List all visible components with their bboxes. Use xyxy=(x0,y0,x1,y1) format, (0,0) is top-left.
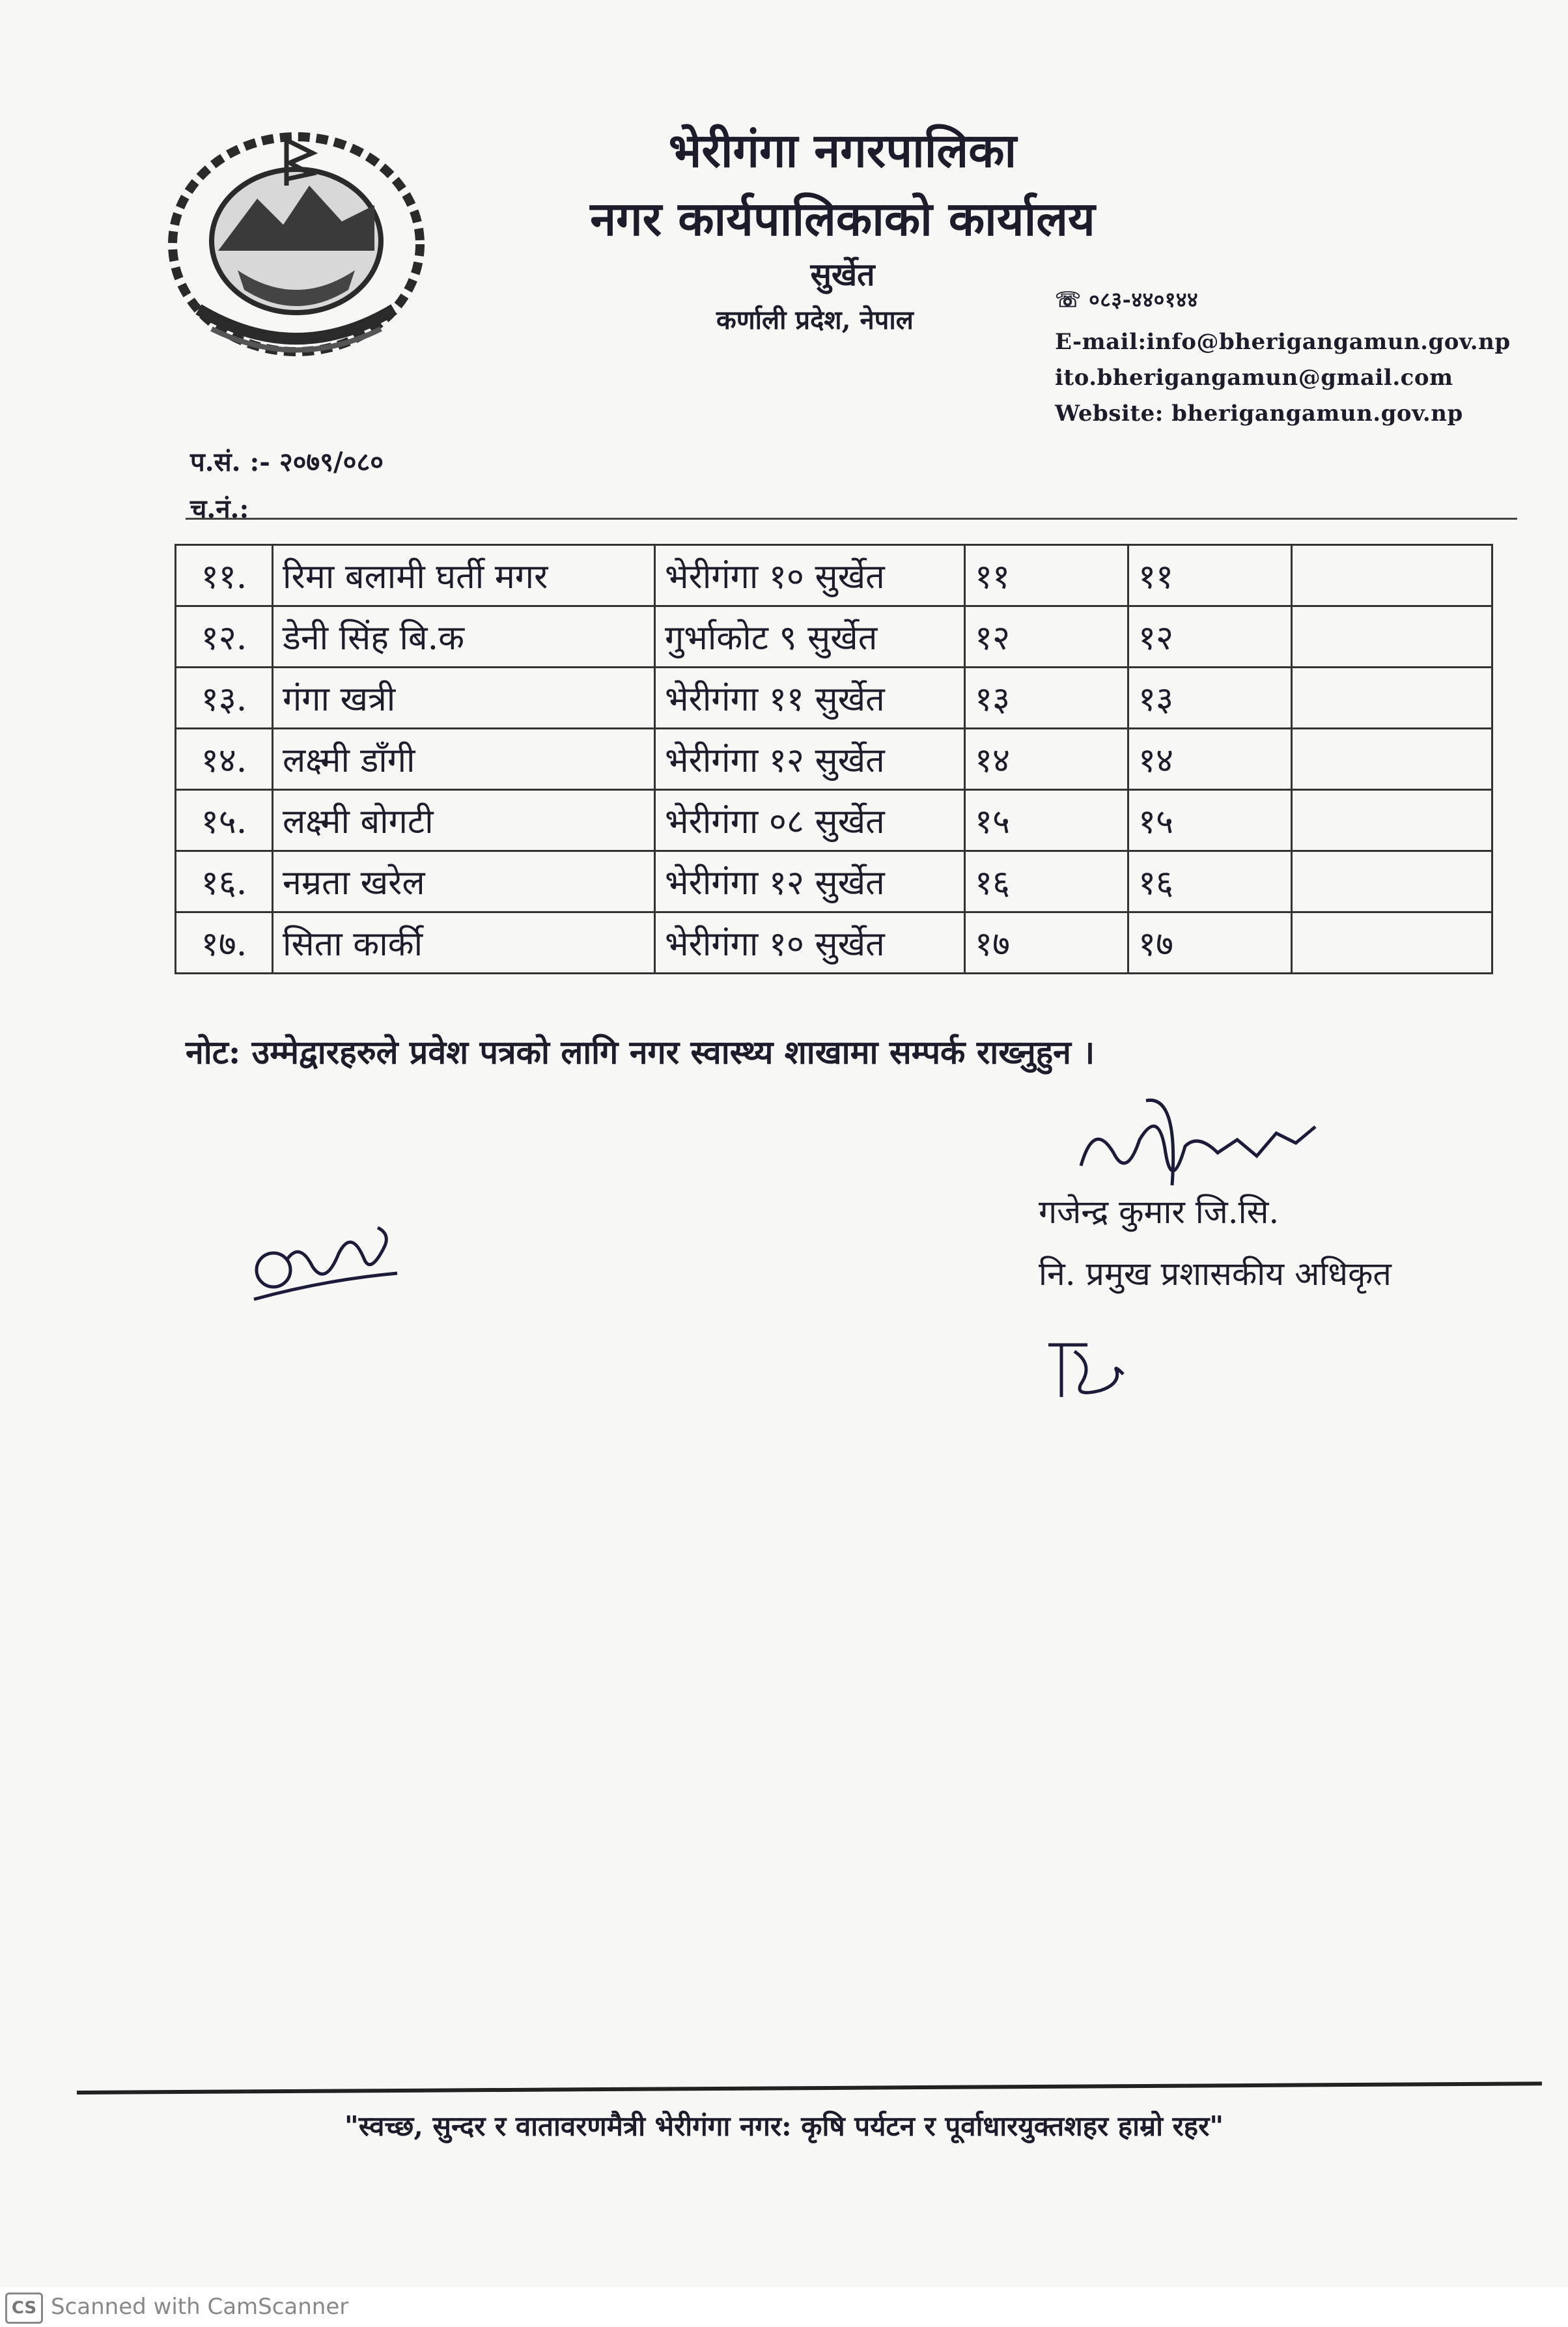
table-row xyxy=(176,790,1492,851)
table-row xyxy=(176,912,1492,974)
table-cell: १५ xyxy=(1128,790,1292,851)
table-cell: १२ xyxy=(1128,606,1292,668)
contact-email: E-mail:info@bherigangamun.gov.np xyxy=(1055,329,1511,355)
table-cell: १४ xyxy=(965,729,1128,790)
table-cell: ११ xyxy=(1128,545,1292,606)
header-divider xyxy=(186,518,1517,520)
initials-signature xyxy=(247,1208,404,1312)
table-cell xyxy=(1292,851,1492,912)
scanner-watermark-text: Scanned with CamScanner xyxy=(51,2294,349,2320)
table-row xyxy=(176,545,1492,606)
table-cell: १७ xyxy=(965,912,1128,974)
footer-divider xyxy=(77,2081,1542,2094)
table-cell: भेरीगंगा १२ सुर्खेत xyxy=(655,729,965,790)
camscanner-logo: CS xyxy=(5,2292,43,2324)
table-cell: ११ xyxy=(965,545,1128,606)
table-cell: नम्रता खरेल xyxy=(273,851,655,912)
office-subtitle: नगर कार्यपालिकाको कार्यालय xyxy=(590,191,1095,246)
table-cell: १६ xyxy=(1128,851,1292,912)
table-row xyxy=(176,851,1492,912)
table-cell: गुर्भाकोट ९ सुर्खेत xyxy=(655,606,965,668)
office-district: सुर्खेत xyxy=(810,257,875,293)
footer-slogan: "स्वच्छ, सुन्दर र वातावरणमैत्री भेरीगंगा नगर: कृषि पर्यटन र पूर्वाधारयुक्तशहर हाम्रो रहर" xyxy=(344,2110,1224,2142)
handwritten-mark xyxy=(1042,1325,1133,1403)
contact-website: Website: bherigangamun.gov.np xyxy=(1055,401,1463,427)
note-text: नोट: उम्मेद्वारहरुले प्रवेश पत्रको लागि नगर स्वास्थ्य शाखामा सम्पर्क राख्नुहुन । xyxy=(186,1033,1095,1071)
table-cell: १५. xyxy=(176,790,273,851)
contact-phone: ☏ ०८३-४४०१४४ xyxy=(1055,287,1199,312)
letter-ref-number: प.सं. :- २०७९/०८० xyxy=(190,447,384,477)
signatory-title: नि. प्रमुख प्रशासकीय अधिकृत xyxy=(1039,1255,1392,1293)
table-cell: १२ xyxy=(965,606,1128,668)
table-cell xyxy=(1292,790,1492,851)
table-cell: १६ xyxy=(965,851,1128,912)
table-cell: भेरीगंगा ०८ सुर्खेत xyxy=(655,790,965,851)
table-cell xyxy=(1292,912,1492,974)
table-cell: लक्ष्मी डाँगी xyxy=(273,729,655,790)
table-cell: १७ xyxy=(1128,912,1292,974)
table-cell: १३ xyxy=(965,668,1128,729)
table-cell: भेरीगंगा १० सुर्खेत xyxy=(655,912,965,974)
table-cell: ११. xyxy=(176,545,273,606)
table-cell: १५ xyxy=(965,790,1128,851)
table-cell: १७. xyxy=(176,912,273,974)
office-title: भेरीगंगा नगरपालिका xyxy=(668,122,1017,178)
table-cell: १३. xyxy=(176,668,273,729)
candidate-table-body xyxy=(176,545,1492,974)
table-cell: डेनी सिंह बि.क xyxy=(273,606,655,668)
signatory-name: गजेन्द्र कुमार जि.सि. xyxy=(1039,1193,1280,1231)
table-cell xyxy=(1292,668,1492,729)
contact-email-alt: ito.bherigangamun@gmail.com xyxy=(1055,365,1453,391)
table-row xyxy=(176,668,1492,729)
table-cell xyxy=(1292,545,1492,606)
table-cell: भेरीगंगा १२ सुर्खेत xyxy=(655,851,965,912)
table-cell: गंगा खत्री xyxy=(273,668,655,729)
table-cell: १३ xyxy=(1128,668,1292,729)
table-cell: भेरीगंगा १० सुर्खेत xyxy=(655,545,965,606)
table-cell: १२. xyxy=(176,606,273,668)
table-cell: लक्ष्मी बोगटी xyxy=(273,790,655,851)
table-cell: १६. xyxy=(176,851,273,912)
dispatch-number: च.नं.: xyxy=(190,494,249,524)
office-province: कर्णाली प्रदेश, नेपाल xyxy=(716,305,914,335)
table-cell: १४. xyxy=(176,729,273,790)
table-cell: सिता कार्की xyxy=(273,912,655,974)
candidate-table xyxy=(175,544,1493,974)
table-cell: भेरीगंगा ११ सुर्खेत xyxy=(655,668,965,729)
table-cell xyxy=(1292,606,1492,668)
table-cell: रिमा बलामी घर्ती मगर xyxy=(273,545,655,606)
table-cell xyxy=(1292,729,1492,790)
table-row xyxy=(176,729,1492,790)
table-row xyxy=(176,606,1492,668)
table-cell: १४ xyxy=(1128,729,1292,790)
